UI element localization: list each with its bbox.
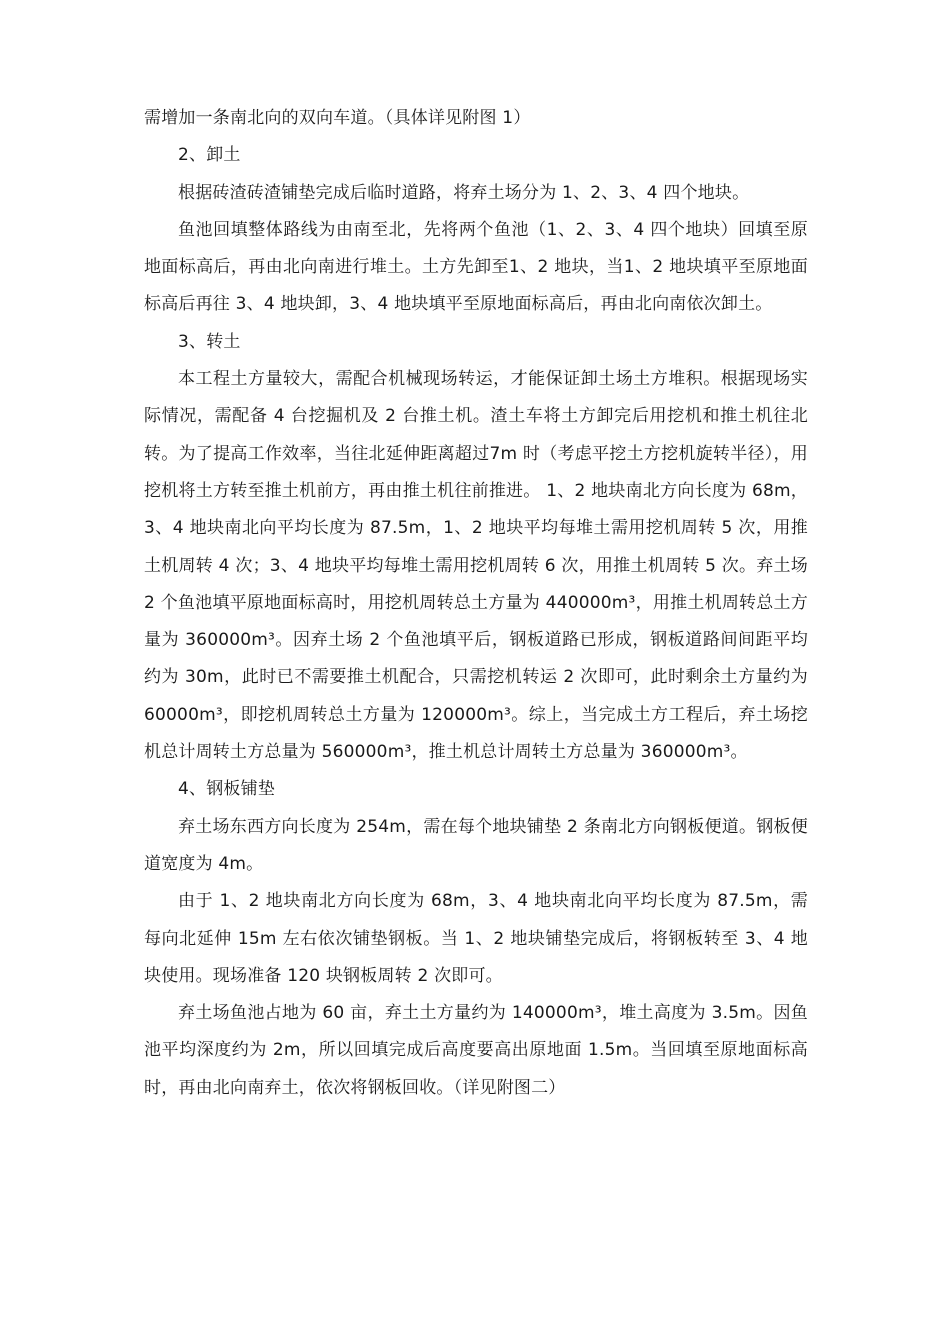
section-heading-unloading: 2、卸土	[178, 145, 241, 166]
paragraph-plot-division: 根据砖渣砖渣铺垫完成后临时道路，将弃土场分为 1、2、3、4 四个地块。	[178, 182, 750, 203]
paragraph-continuation: 需增加一条南北向的双向车道。（具体详见附图 1）	[144, 108, 531, 128]
section-heading-transfer: 3、转土	[178, 331, 241, 352]
paragraph-backfill-route: 鱼池回填整体路线为由南至北，先将两个鱼池（1、2、3、4 四个地块）回填至原地面标高后，再由北向南进行堆土。土方先卸至1、2 地块，当1、2 地块填平至原地面标高后再往 3、4 地块卸，3、4 地块填平至原地面标高后，再由北向南依次卸土。	[144, 219, 808, 315]
paragraph-fishpond-fill: 弃土场鱼池占地为 60 亩，弃土土方量约为 140000m³，堆土高度为 3.5m。因鱼池平均深度约为 2m，所以回填完成后高度要高出原地面 1.5m。当回填至原地面标高时，再由北向南弃土，依次将钢板回收。（详见附图二）	[144, 1003, 808, 1098]
paragraph-earthwork-transfer: 本工程土方量较大，需配合机械现场转运，才能保证卸土场土方堆积。根据现场实际情况，需配备 4 台挖掘机及 2 台推土机。渣土车将土方卸完后用挖机和推土机往北转。为了提高工作效率，当往北延伸距离超过7m 时（考虑平挖土方挖机旋转半径），用挖机将土方转至推土机前方，再由推土机往前推进。 1、2 地块南北方向长度为 68m，3、4 地块南北向平均长度为 87.5m，1、2 地块平均每堆土需用挖机周转 5 次，用推土机周转 4 次；3、4 地块平均每堆土需用挖机周转 6 次，用推土机周转 5 次。弃土场 2 个鱼池填平原地面标高时，用挖机周转总土方量为 440000m³，用推土机周转总土方量为 360000m³。因弃土场 2 个鱼池填平后，钢板道路已形成，钢板道路间间距平均约为 30m，此时已不需要推土机配合，只需挖机转运 2 次即可，此时剩余土方量约为 60000m³，即挖机周转总土方量为 120000m³。综上，当完成土方工程后，弃土场挖机总计周转土方总量为 560000m³，推土机总计周转土方总量为 360000m³。	[144, 369, 808, 763]
paragraph-steel-laying: 由于 1、2 地块南北方向长度为 68m，3、4 地块南北向平均长度为 87.5m，需每向北延伸 15m 左右依次铺垫钢板。当 1、2 地块铺垫完成后，将钢板转至 3、4 地块使用。现场准备 120 块钢板周转 2 次即可。	[144, 891, 808, 986]
section-heading-steel-plate: 4、钢板铺垫	[178, 779, 276, 800]
document-body	[144, 100, 808, 1107]
paragraph-steel-road: 弃土场东西方向长度为 254m，需在每个地块铺垫 2 条南北方向钢板便道。钢板便道宽度为 4m。	[144, 816, 808, 874]
